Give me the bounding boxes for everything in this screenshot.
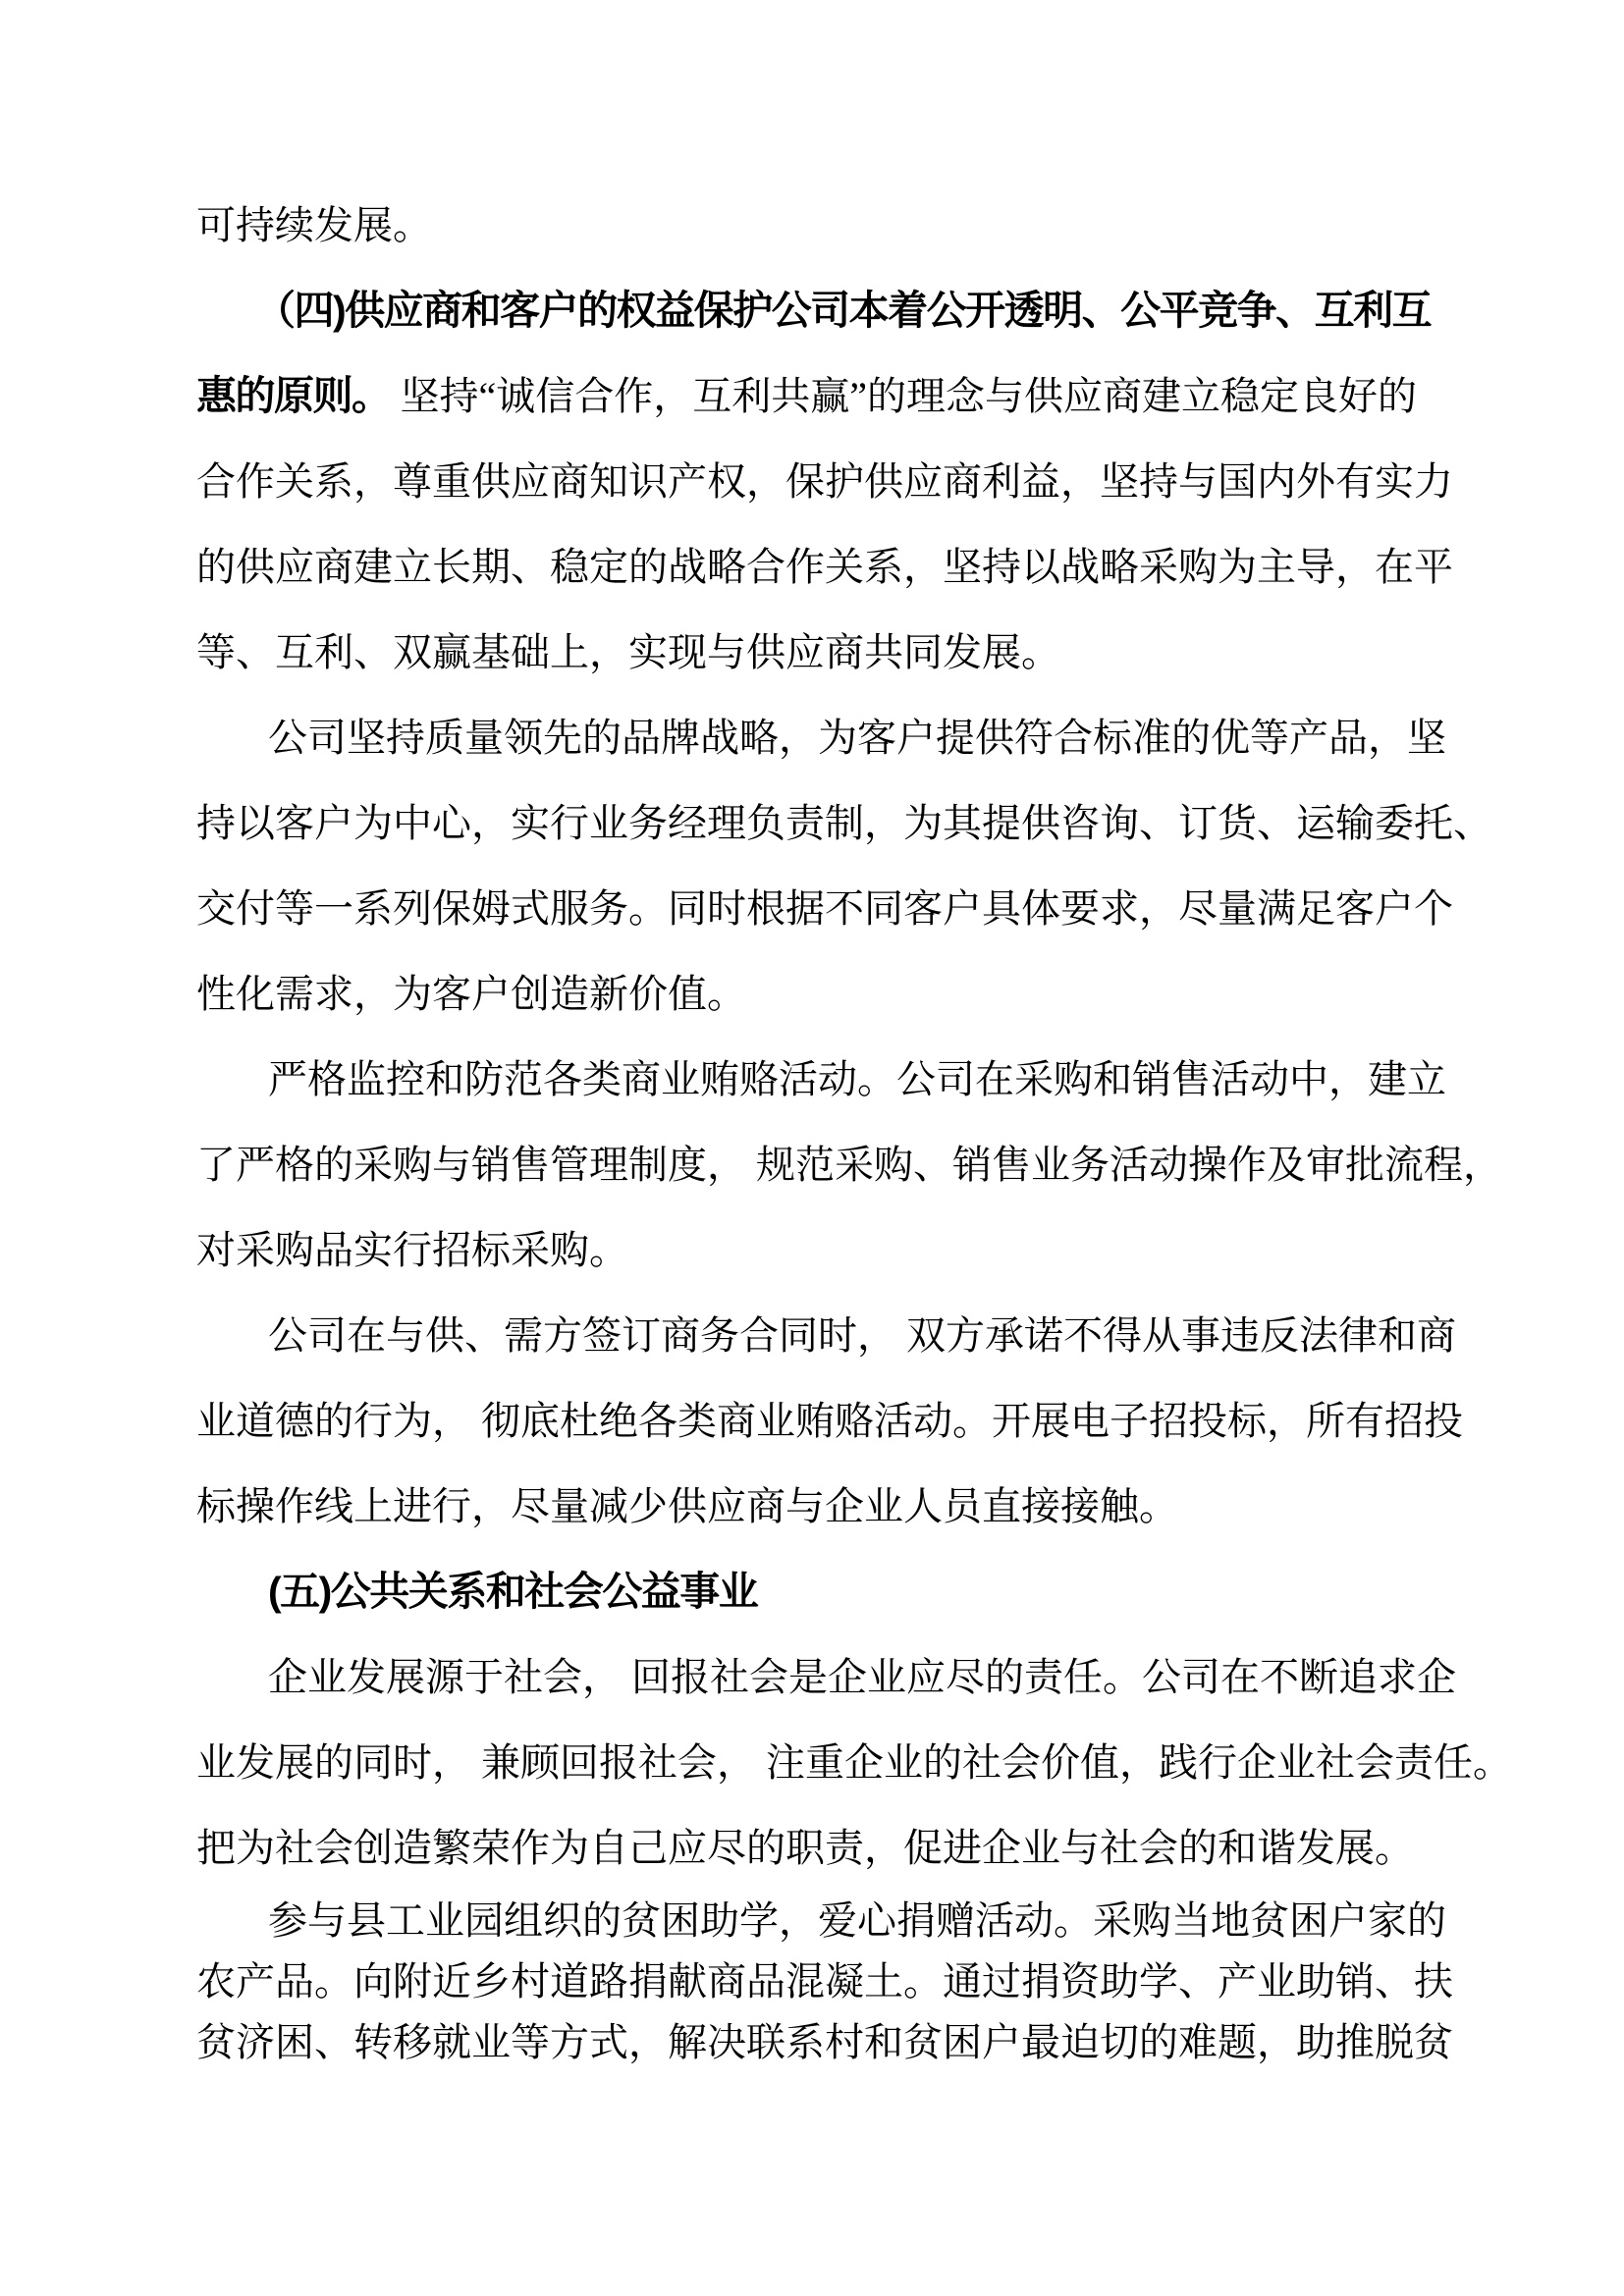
body-line [196,866,1483,951]
body-line [196,439,1483,524]
bold-text-run: 惠的原则。 [196,373,391,418]
text-run: 对采购品实行招标采购。 [196,1228,628,1272]
body-line [196,695,1483,780]
body-line [196,610,1483,695]
text-run: 业道德的行为， 彻底杜绝各类商业贿赂活动。开展电子招投标，所有招投 [196,1399,1463,1443]
text-run: 公司在与供、需方签订商务合同时， 双方承诺不得从事违反法律和商 [268,1313,1456,1358]
text-run: 农产品。向附近乡村道路捐献商品混凝土。通过捐资助学、产业助销、扶 [196,1959,1453,2003]
text-run: 公司坚持质量领先的品牌战略，为客户提供符合标准的优等产品，坚 [268,716,1446,760]
section-heading [196,1549,1483,1634]
body-line [196,1891,1483,1951]
body-line [196,183,1483,268]
text-run: 了严格的采购与销售管理制度， 规范采购、销售业务活动操作及审批流程， [196,1143,1502,1187]
text-run: 参与县工业园组织的贫困助学，爱心捐赠活动。采购当地贫困户家的 [268,1898,1446,1943]
body-line [196,1805,1483,1891]
text-block [196,183,1512,2073]
body-line [196,1037,1483,1122]
text-run: 持以客户为中心，实行业务经理负责制，为其提供咨询、订货、运输委托、 [196,801,1492,845]
text-run: 标操作线上进行，尽量减少供应商与企业人员直接接触。 [196,1484,1178,1528]
text-run: 合作关系，尊重供应商知识产权，保护供应商利益，坚持与国内外有实力 [196,459,1453,504]
body-line [196,780,1492,866]
section-heading [196,268,1483,353]
body-line [196,1122,1502,1207]
body-line [196,951,1483,1037]
body-line [196,353,1483,439]
text-run: 企业发展源于社会， 回报社会是企业应尽的责任。公司在不断追求企 [268,1655,1456,1699]
body-line [196,1293,1483,1378]
text-run: 业发展的同时， 兼顾回报社会， 注重企业的社会价值，践行企业社会责任。 [196,1740,1512,1785]
body-line [196,1720,1512,1805]
bold-text-run: （四)供应商和客户的权益保护公司本着公开透明、公平竞争、互利互 [255,288,1432,333]
text-run: 贫济困、转移就业等方式，解决联系村和贫困户最迫切的难题，助推脱贫 [196,2020,1453,2064]
body-line [196,1464,1483,1549]
text-run: 严格监控和防范各类商业贿赂活动。公司在采购和销售活动中，建立 [268,1057,1446,1101]
body-line [196,1207,1483,1293]
text-run: 等、互利、双赢基础上，实现与供应商共同发展。 [196,630,1060,674]
text-run: 的供应商建立长期、稳定的战略合作关系，坚持以战略采购为主导，在平 [196,545,1453,589]
body-line [196,1951,1483,2012]
bold-text-run: (五)公共关系和社会公益事业 [268,1569,758,1614]
text-run: 交付等一系列保姆式服务。同时根据不同客户具体要求，尽量满足客户个 [196,886,1453,931]
body-line [196,1378,1483,1464]
body-line [196,1634,1483,1720]
body-line [196,2012,1483,2073]
text-run: 可持续发展。 [196,203,432,247]
text-run: 性化需求，为客户创造新价值。 [196,972,746,1016]
text-run: 坚持“诚信合作，互利共赢”的理念与供应商建立稳定良好的 [390,374,1418,418]
body-line [196,524,1483,610]
text-run: 把为社会创造繁荣作为自己应尽的职责，促进企业与社会的和谐发展。 [196,1826,1414,1870]
